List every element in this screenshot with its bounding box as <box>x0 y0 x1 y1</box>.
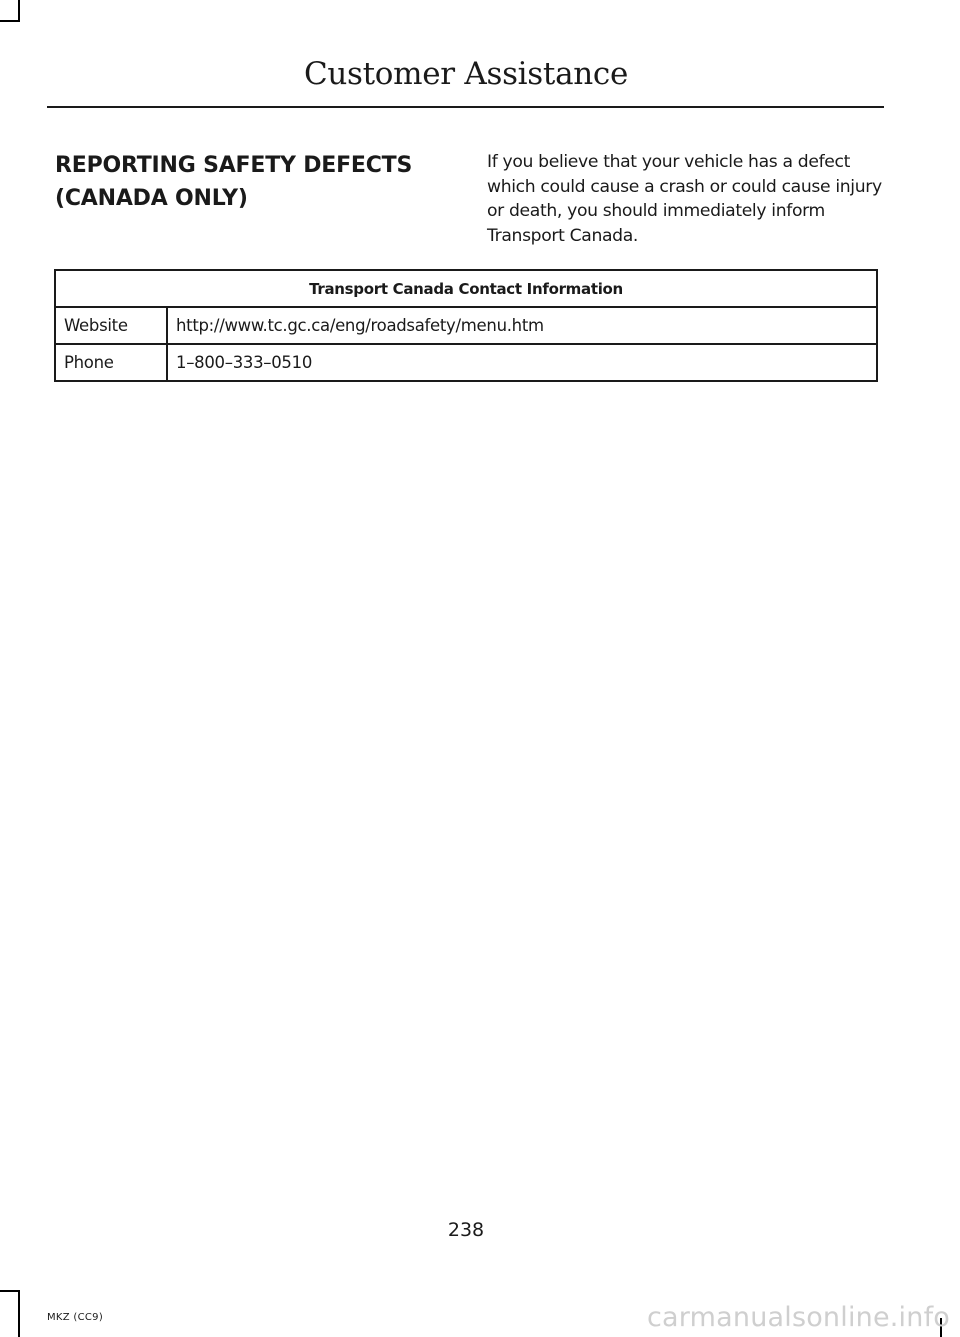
intro-paragraph: If you believe that your vehicle has a defect which could cause a crash or could cause injury or death, you should immediately inform Transport Canada. <box>487 152 882 246</box>
page-header-title: Customer Assistance <box>303 56 629 92</box>
section-heading: REPORTING SAFETY DEFECTS (CANADA ONLY) <box>55 153 413 211</box>
table-caption-row <box>55 270 877 307</box>
table-row <box>55 307 877 344</box>
website-url: http://www.tc.gc.ca/eng/roadsafety/menu.htm <box>167 307 877 344</box>
contact-table <box>54 269 878 382</box>
crop-mark-top-left-vertical <box>18 0 20 20</box>
header-divider <box>47 106 884 108</box>
watermark: carmanualsonline.info <box>647 1302 950 1333</box>
phone-number: 1–800–333–0510 <box>167 344 877 381</box>
table-row-label: Website <box>55 307 167 344</box>
crop-mark-bottom-left-horizontal <box>0 1290 20 1292</box>
table-caption: Transport Canada Contact Information <box>55 270 877 307</box>
table-row-label: Phone <box>55 344 167 381</box>
crop-mark-top-left-horizontal <box>0 20 20 22</box>
crop-mark-bottom-left-vertical <box>18 1290 20 1337</box>
page-number: 238 <box>447 1219 485 1241</box>
model-code: MKZ (CC9) <box>47 1312 104 1323</box>
table-row <box>55 344 877 381</box>
